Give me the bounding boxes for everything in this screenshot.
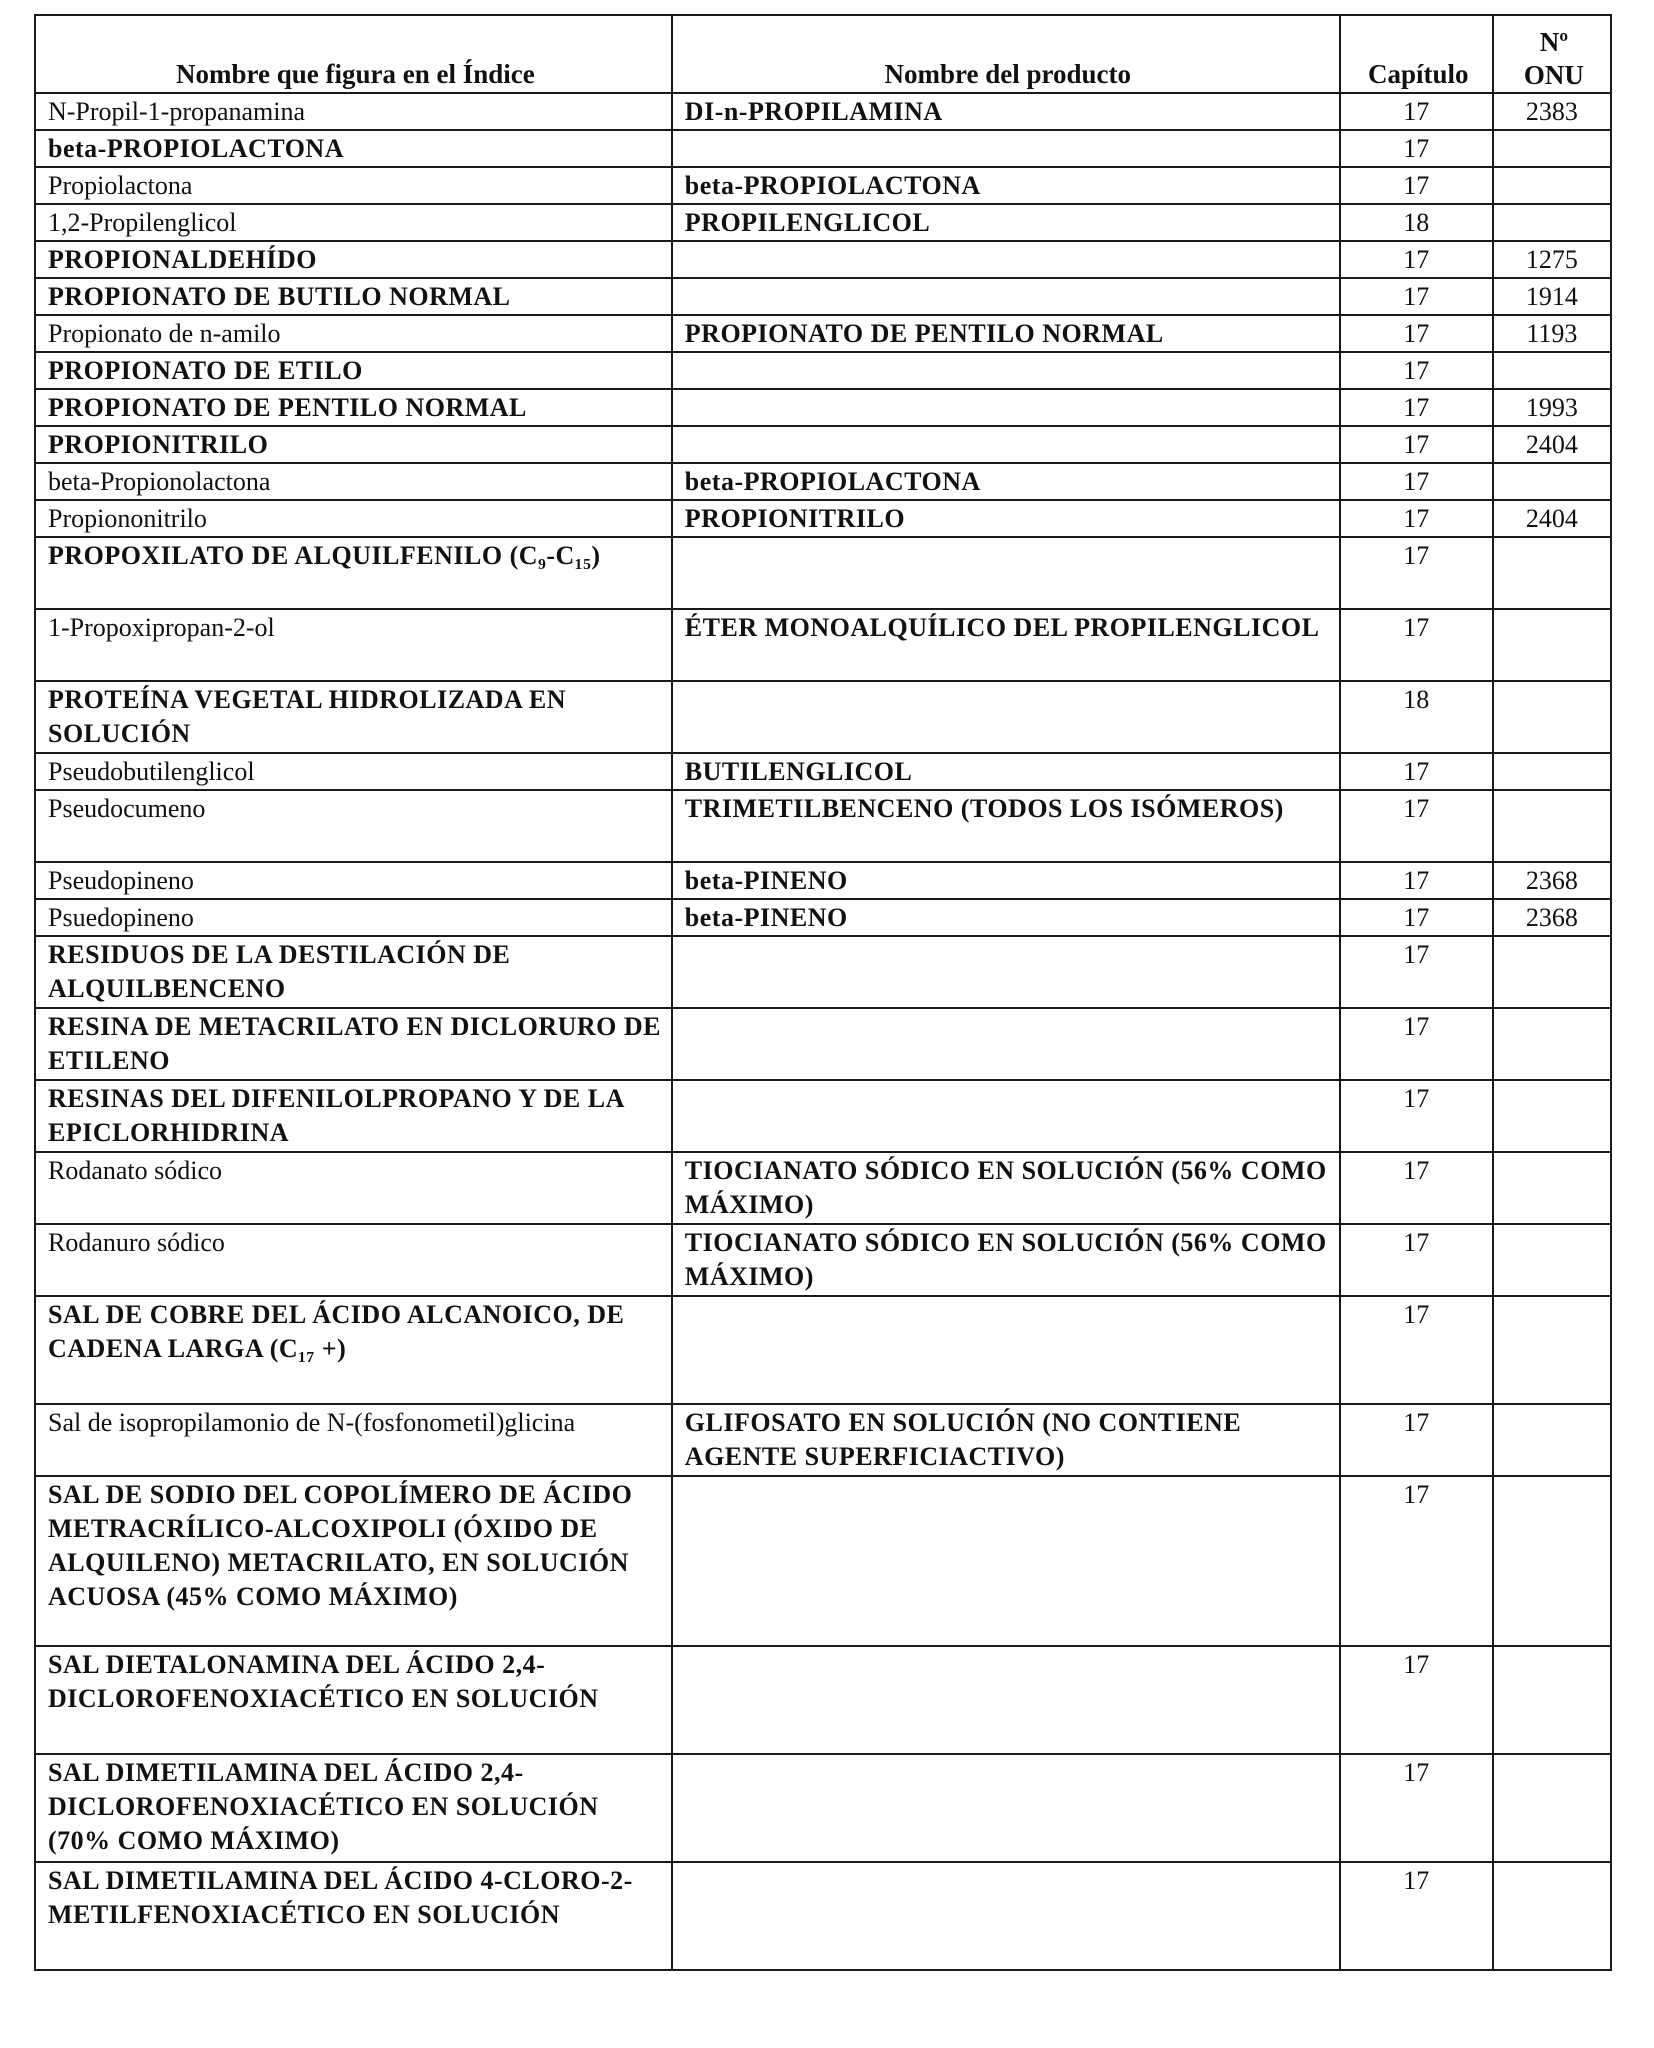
table-row [35, 609, 1611, 681]
un-number-cell [1493, 753, 1611, 790]
index-name-cell: Sal de isopropilamonio de N-(fosfonometil)glicina [35, 1404, 672, 1476]
index-name-cell: Pseudocumeno [35, 790, 672, 862]
index-name-cell: beta-PROPIOLACTONA [35, 130, 672, 167]
un-number-cell: 2404 [1493, 426, 1611, 463]
chapter-cell: 17 [1340, 862, 1493, 899]
un-number-cell [1493, 1476, 1611, 1646]
product-name-cell [672, 681, 1340, 753]
product-name-cell [672, 1476, 1340, 1646]
un-number-cell [1493, 130, 1611, 167]
index-name-cell: Propionato de n-amilo [35, 315, 672, 352]
table-row [35, 130, 1611, 167]
product-name-cell [672, 1296, 1340, 1404]
chapter-cell: 18 [1340, 681, 1493, 753]
product-name-cell [672, 1008, 1340, 1080]
un-number-cell [1493, 1008, 1611, 1080]
table-row [35, 1404, 1611, 1476]
un-number-cell: 2383 [1493, 93, 1611, 130]
product-name-cell: beta-PROPIOLACTONA [672, 167, 1340, 204]
table-row [35, 1080, 1611, 1152]
product-name-cell: beta-PINENO [672, 862, 1340, 899]
table-row [35, 463, 1611, 500]
chapter-cell: 17 [1340, 899, 1493, 936]
product-name-cell [672, 1080, 1340, 1152]
index-name-cell: PROPIONATO DE PENTILO NORMAL [35, 389, 672, 426]
chapter-cell: 17 [1340, 609, 1493, 681]
un-number-cell [1493, 1296, 1611, 1404]
product-name-cell: beta-PINENO [672, 899, 1340, 936]
un-number-cell [1493, 167, 1611, 204]
product-name-cell: GLIFOSATO EN SOLUCIÓN (NO CONTIENE AGENTE SUPERFICIACTIVO) [672, 1404, 1340, 1476]
un-number-cell [1493, 352, 1611, 389]
chemical-index-table [34, 14, 1612, 1971]
index-name-cell: beta-Propionolactona [35, 463, 672, 500]
un-number-cell [1493, 204, 1611, 241]
un-number-cell: 1993 [1493, 389, 1611, 426]
chapter-cell: 17 [1340, 315, 1493, 352]
un-number-cell: 2368 [1493, 899, 1611, 936]
table-row [35, 1008, 1611, 1080]
index-name-cell: Propiolactona [35, 167, 672, 204]
table-row [35, 500, 1611, 537]
product-name-cell [672, 389, 1340, 426]
table-row [35, 1754, 1611, 1862]
product-name-cell [672, 1754, 1340, 1862]
chapter-cell: 17 [1340, 1296, 1493, 1404]
un-number-cell [1493, 790, 1611, 862]
chapter-cell: 17 [1340, 1754, 1493, 1862]
chapter-cell: 17 [1340, 936, 1493, 1008]
chapter-cell: 17 [1340, 93, 1493, 130]
index-name-cell: SAL DIETALONAMINA DEL ÁCIDO 2,4-DICLOROFENOXIACÉTICO EN SOLUCIÓN [35, 1646, 672, 1754]
index-name-cell: SAL DE COBRE DEL ÁCIDO ALCANOICO, DE CADENA LARGA (C₁₇ +) [35, 1296, 672, 1404]
table-row [35, 753, 1611, 790]
un-number-cell [1493, 463, 1611, 500]
chapter-cell: 17 [1340, 1224, 1493, 1296]
table-row [35, 537, 1611, 609]
product-name-cell: PROPIONATO DE PENTILO NORMAL [672, 315, 1340, 352]
table-row [35, 899, 1611, 936]
chapter-cell: 17 [1340, 278, 1493, 315]
header-chapter: Capítulo [1340, 15, 1493, 93]
product-name-cell: PROPILENGLICOL [672, 204, 1340, 241]
header-un-number-line1: Nº [1539, 27, 1569, 57]
chapter-cell: 17 [1340, 426, 1493, 463]
index-name-cell: PROPIONATO DE BUTILO NORMAL [35, 278, 672, 315]
chapter-cell: 17 [1340, 463, 1493, 500]
index-name-cell: Rodanuro sódico [35, 1224, 672, 1296]
index-name-cell: PROTEÍNA VEGETAL HIDROLIZADA EN SOLUCIÓN [35, 681, 672, 753]
un-number-cell: 2368 [1493, 862, 1611, 899]
table-row [35, 936, 1611, 1008]
un-number-cell [1493, 1224, 1611, 1296]
index-name-cell: PROPIONATO DE ETILO [35, 352, 672, 389]
chapter-cell: 17 [1340, 1646, 1493, 1754]
chapter-cell: 17 [1340, 753, 1493, 790]
product-name-cell: ÉTER MONOALQUÍLICO DEL PROPILENGLICOL [672, 609, 1340, 681]
header-index-name: Nombre que figura en el Índice [35, 15, 672, 93]
index-name-cell: Rodanato sódico [35, 1152, 672, 1224]
table-row [35, 426, 1611, 463]
chapter-cell: 17 [1340, 1476, 1493, 1646]
index-name-cell: SAL DIMETILAMINA DEL ÁCIDO 2,4-DICLOROFENOXIACÉTICO EN SOLUCIÓN (70% COMO MÁXIMO) [35, 1754, 672, 1862]
product-name-cell [672, 936, 1340, 1008]
un-number-cell: 1275 [1493, 241, 1611, 278]
index-name-cell: Psuedopineno [35, 899, 672, 936]
chapter-cell: 17 [1340, 241, 1493, 278]
chapter-cell: 17 [1340, 1008, 1493, 1080]
index-name-cell: RESINAS DEL DIFENILOLPROPANO Y DE LA EPICLORHIDRINA [35, 1080, 672, 1152]
product-name-cell: DI-n-PROPILAMINA [672, 93, 1340, 130]
un-number-cell [1493, 936, 1611, 1008]
chapter-cell: 17 [1340, 389, 1493, 426]
index-name-cell: Pseudopineno [35, 862, 672, 899]
un-number-cell [1493, 1404, 1611, 1476]
product-name-cell: PROPIONITRILO [672, 500, 1340, 537]
chapter-cell: 17 [1340, 1080, 1493, 1152]
index-name-cell: SAL DIMETILAMINA DEL ÁCIDO 4-CLORO-2-METILFENOXIACÉTICO EN SOLUCIÓN [35, 1862, 672, 1970]
un-number-cell [1493, 1152, 1611, 1224]
chapter-cell: 17 [1340, 130, 1493, 167]
index-name-cell: RESINA DE METACRILATO EN DICLORURO DE ETILENO [35, 1008, 672, 1080]
header-row [35, 15, 1611, 93]
un-number-cell [1493, 1754, 1611, 1862]
product-name-cell [672, 278, 1340, 315]
table-row [35, 1152, 1611, 1224]
product-name-cell [672, 1646, 1340, 1754]
index-name-cell: Pseudobutilenglicol [35, 753, 672, 790]
table-row [35, 681, 1611, 753]
chapter-cell: 17 [1340, 537, 1493, 609]
table-row [35, 315, 1611, 352]
chapter-cell: 17 [1340, 790, 1493, 862]
table-row [35, 278, 1611, 315]
product-name-cell: beta-PROPIOLACTONA [672, 463, 1340, 500]
product-name-cell [672, 352, 1340, 389]
table-row [35, 241, 1611, 278]
table-row [35, 1296, 1611, 1404]
header-product-name: Nombre del producto [672, 15, 1340, 93]
un-number-cell [1493, 1080, 1611, 1152]
header-un-number [1493, 15, 1611, 93]
chapter-cell: 17 [1340, 167, 1493, 204]
table-row [35, 1476, 1611, 1646]
un-number-cell [1493, 537, 1611, 609]
table-row [35, 1224, 1611, 1296]
table-row [35, 790, 1611, 862]
un-number-cell: 2404 [1493, 500, 1611, 537]
un-number-cell [1493, 609, 1611, 681]
chapter-cell: 17 [1340, 1404, 1493, 1476]
chapter-cell: 17 [1340, 352, 1493, 389]
table-row [35, 352, 1611, 389]
table-row [35, 389, 1611, 426]
index-name-cell: PROPIONITRILO [35, 426, 672, 463]
product-name-cell [672, 130, 1340, 167]
table-row [35, 93, 1611, 130]
table-row [35, 1862, 1611, 1970]
chapter-cell: 17 [1340, 1862, 1493, 1970]
product-name-cell [672, 241, 1340, 278]
product-name-cell [672, 426, 1340, 463]
chapter-cell: 17 [1340, 1152, 1493, 1224]
product-name-cell: TRIMETILBENCENO (TODOS LOS ISÓMEROS) [672, 790, 1340, 862]
index-name-cell: PROPOXILATO DE ALQUILFENILO (C₉-C₁₅) [35, 537, 672, 609]
product-name-cell [672, 537, 1340, 609]
product-name-cell [672, 1862, 1340, 1970]
table-row [35, 204, 1611, 241]
product-name-cell: TIOCIANATO SÓDICO EN SOLUCIÓN (56% COMO MÁXIMO) [672, 1152, 1340, 1224]
un-number-cell: 1193 [1493, 315, 1611, 352]
product-name-cell: TIOCIANATO SÓDICO EN SOLUCIÓN (56% COMO MÁXIMO) [672, 1224, 1340, 1296]
index-name-cell: 1-Propoxipropan-2-ol [35, 609, 672, 681]
header-un-number-line2: ONU [1523, 60, 1584, 90]
index-name-cell: 1,2-Propilenglicol [35, 204, 672, 241]
un-number-cell [1493, 681, 1611, 753]
un-number-cell [1493, 1646, 1611, 1754]
index-name-cell: PROPIONALDEHÍDO [35, 241, 672, 278]
index-name-cell: SAL DE SODIO DEL COPOLÍMERO DE ÁCIDO METRACRÍLICO-ALCOXIPOLI (ÓXIDO DE ALQUILENO) METACRILATO, EN SOLUCIÓN ACUOSA (45% COMO MÁXIMO) [35, 1476, 672, 1646]
index-name-cell: Propiononitrilo [35, 500, 672, 537]
table-row [35, 167, 1611, 204]
chapter-cell: 18 [1340, 204, 1493, 241]
un-number-cell [1493, 1862, 1611, 1970]
product-name-cell: BUTILENGLICOL [672, 753, 1340, 790]
chapter-cell: 17 [1340, 500, 1493, 537]
index-name-cell: N-Propil-1-propanamina [35, 93, 672, 130]
table-row [35, 1646, 1611, 1754]
un-number-cell: 1914 [1493, 278, 1611, 315]
table-row [35, 862, 1611, 899]
index-name-cell: RESIDUOS DE LA DESTILACIÓN DE ALQUILBENCENO [35, 936, 672, 1008]
